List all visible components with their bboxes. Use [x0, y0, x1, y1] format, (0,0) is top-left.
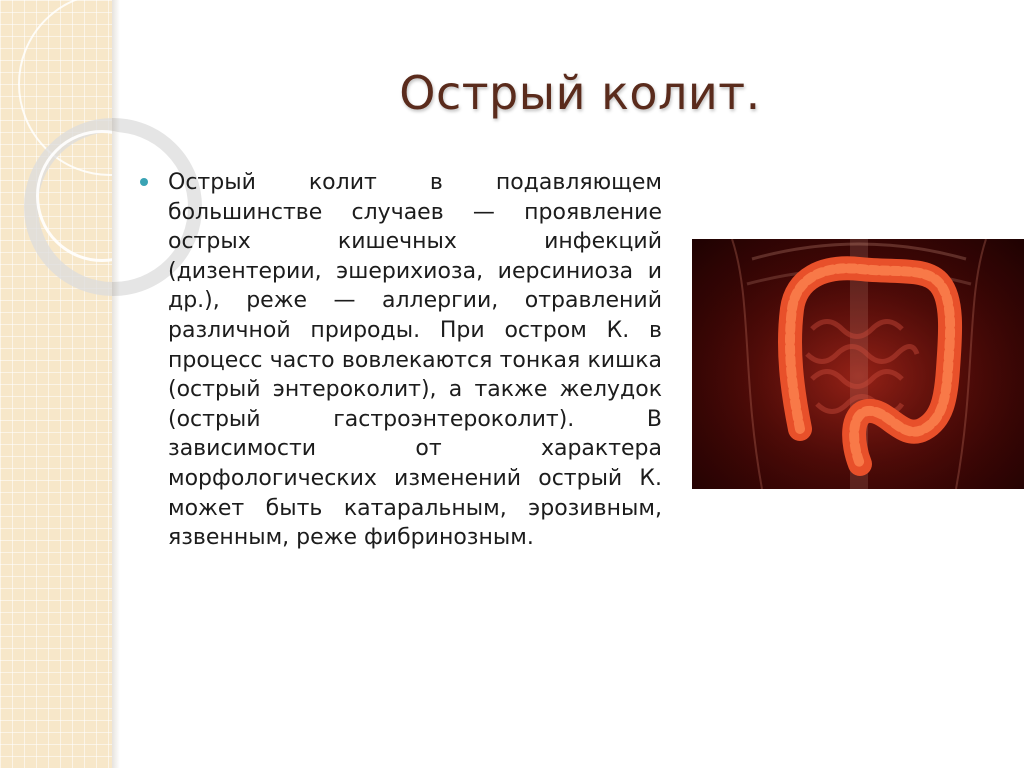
bullet-text: Острый колит в подавляющем большинстве случаев — проявление острых кишечных инфекций (дизентерии, эшерихиоза, иерсиниоза и др.), реже — аллергии, отравлений различной природы. При остром К. в процесс часто вовлекаются тонкая кишка (острый энтероколит), а также желудок (острый гастроэнтероколит). В зависимости от характера морфологических изменений острый К. может быть катаральным, эрозивным, язвенным, реже фибринозным. — [168, 170, 662, 551]
colon-illustration-icon — [692, 239, 1024, 489]
decorative-side-strip — [0, 0, 112, 768]
strip-shadow — [112, 0, 120, 768]
colon-anatomy-image — [692, 239, 1024, 489]
bullet-list — [140, 168, 662, 553]
slide-title: Острый колит. — [399, 66, 761, 120]
bullet-icon — [140, 178, 148, 186]
